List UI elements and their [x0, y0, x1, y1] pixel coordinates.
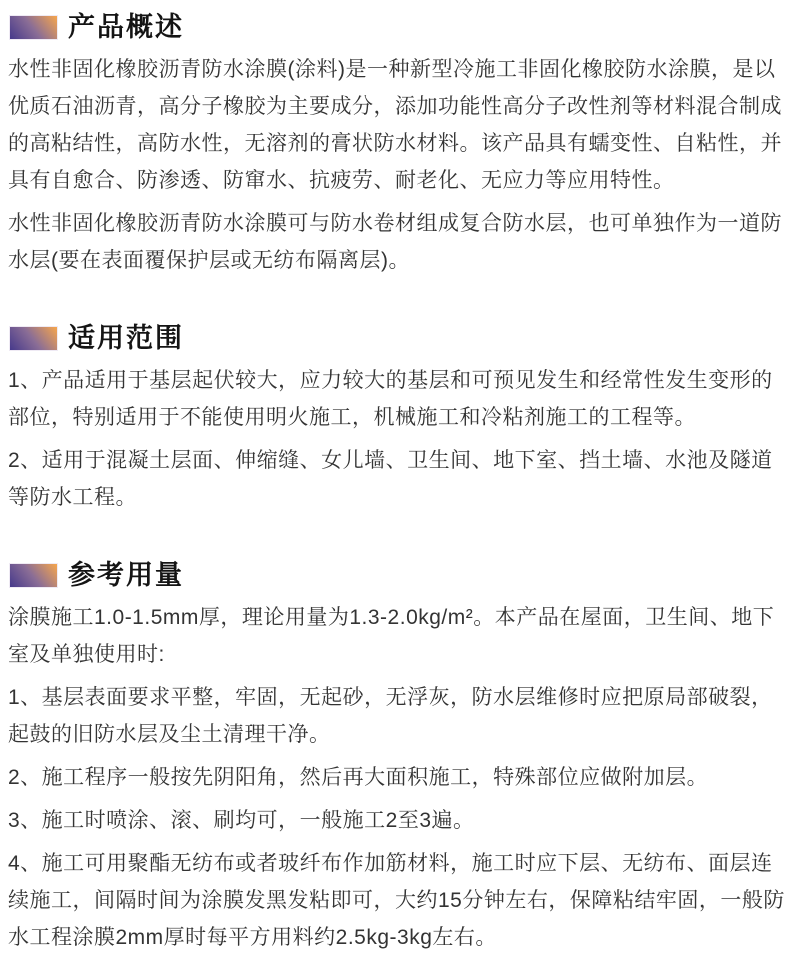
- section-reference-dosage: [8, 560, 792, 956]
- paragraph: 3、施工时喷涂、滚、刷均可，一般施工2至3遍。: [8, 809, 475, 832]
- paragraph: 水性非固化橡胶沥青防水涂膜(涂料)是一种新型冷施工非固化橡胶防水涂膜，是以优质石油沥青，高分子橡胶为主要成分，添加功能性高分子改性剂等材料混合制成的高粘结性，高防水性，无溶剂的膏状防水材料。该产品具有蠕变性、自粘性，并具有自愈合、防渗透、防窜水、抗疲劳、耐老化、无应力等应用特性。: [8, 58, 782, 192]
- paragraph: 1、产品适用于基层起伏较大，应力较大的基层和可预见发生和经常性发生变形的部位，特别适用于不能使用明火施工，机械施工和冷粘剂施工的工程等。: [8, 369, 773, 429]
- section-header: [10, 560, 792, 590]
- paragraph: 1、基层表面要求平整，牢固，无起砂，无浮灰，防水层维修时应把原局部破裂，起鼓的旧防水层及尘土清理干净。: [8, 686, 773, 746]
- section-body: [8, 362, 792, 516]
- section-body: [8, 599, 792, 956]
- section-application-scope: [8, 323, 792, 516]
- section-header: [10, 12, 792, 42]
- paragraph: 2、适用于混凝土层面、伸缩缝、女儿墙、卫生间、地下室、挡土墙、水池及隧道等防水工程。: [8, 449, 773, 509]
- section-title: 参考用量: [68, 560, 184, 590]
- section-body: [8, 51, 792, 279]
- gradient-bar-icon: [10, 16, 57, 39]
- gradient-bar-icon: [10, 327, 57, 350]
- section-title: 适用范围: [68, 323, 184, 353]
- section-header: [10, 323, 792, 353]
- section-title: 产品概述: [68, 12, 184, 42]
- paragraph: 涂膜施工1.0-1.5mm厚，理论用量为1.3-2.0kg/m²。本产品在屋面，卫生间、地下室及单独使用时:: [8, 606, 775, 666]
- paragraph: 4、施工可用聚酯无纺布或者玻纤布作加筋材料，施工时应下层、无纺布、面层连续施工，间隔时间为涂膜发黑发粘即可，大约15分钟左右，保障粘结牢固，一般防水工程涂膜2mm厚时每平方用料约2.5kg-3kg左右。: [8, 852, 785, 949]
- gradient-bar-icon: [10, 564, 57, 587]
- paragraph: 水性非固化橡胶沥青防水涂膜可与防水卷材组成复合防水层，也可单独作为一道防水层(要在表面覆保护层或无纺布隔离层)。: [8, 212, 782, 272]
- paragraph: 2、施工程序一般按先阴阳角，然后再大面积施工，特殊部位应做附加层。: [8, 766, 709, 789]
- section-product-overview: [8, 12, 792, 279]
